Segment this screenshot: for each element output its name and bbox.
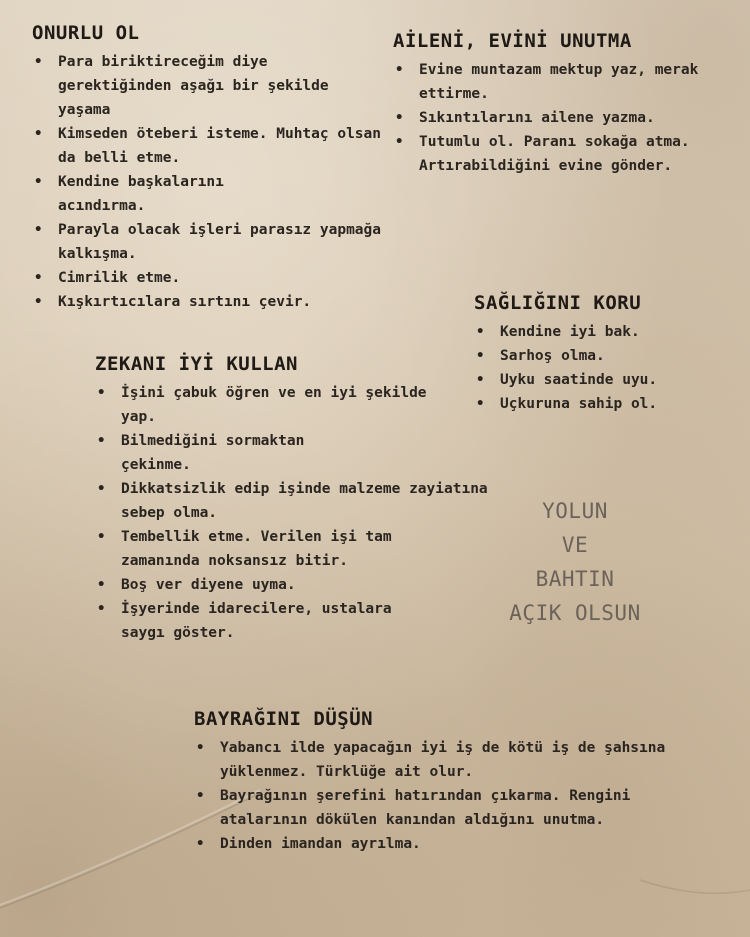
section-bayragini-dusun: [194, 708, 714, 856]
section-aileni-evini-unutma: [393, 30, 750, 178]
bullet-list: [194, 736, 714, 856]
motto-line: YOLUN: [542, 499, 608, 523]
motto-text: [480, 494, 670, 630]
list-item: • Sıkıntılarını ailene yazma.: [393, 106, 750, 130]
list-item: • Bilmediğini sormaktan çekinme.: [95, 429, 381, 477]
list-item: • Uçkuruna sahip ol.: [474, 392, 744, 416]
list-item: • İşyerinde idarecilere, ustalara saygı göster.: [95, 597, 411, 645]
list-item: • Tembellik etme. Verilen işi tam zamanında noksansız bitir.: [95, 525, 451, 573]
bullet-list: [32, 50, 402, 314]
bullet-list: [474, 320, 744, 416]
list-item: • Bayrağının şerefini hatırından çıkarma. Rengini atalarının dökülen kanından aldığını unutma.: [194, 784, 680, 832]
motto-line: AÇIK OLSUN: [509, 601, 641, 625]
list-item: • Boş ver diyene uyma.: [95, 573, 470, 597]
list-item: • İşini çabuk öğren ve en iyi şekilde yap.: [95, 381, 451, 429]
section-zekani-iyi-kullan: [95, 353, 488, 645]
list-item: • Para biriktireceğim diye gerektiğinden aşağı bir şekilde yaşama: [32, 50, 368, 122]
list-item: • Sarhoş olma.: [474, 344, 744, 368]
list-item: • Dinden imandan ayrılma.: [194, 832, 714, 856]
list-item: • Uyku saatinde uyu.: [474, 368, 744, 392]
list-item: • Cimrilik etme.: [32, 266, 402, 290]
list-item: • Dikkatsizlik edip işinde malzeme zayiatına sebep olma.: [95, 477, 491, 525]
section-heading: ZEKANI İYİ KULLAN: [95, 353, 298, 375]
motto-line: BAHTIN: [535, 567, 615, 591]
section-heading: AİLENİ, EVİNİ UNUTMA: [393, 30, 632, 52]
list-item: • Kendine başkalarını acındırma.: [32, 170, 308, 218]
section-onurlu-ol: [32, 22, 402, 314]
list-item: • Tutumlu ol. Paranı sokağa atma. Artırabildiğini evine gönder.: [393, 130, 749, 178]
list-item: • Kimseden öteberi isteme. Muhtaç olsan da belli etme.: [32, 122, 388, 170]
section-heading: BAYRAĞINI DÜŞÜN: [194, 708, 374, 730]
section-heading: ONURLU OL: [32, 22, 140, 44]
section-heading: SAĞLIĞINI KORU: [474, 292, 642, 314]
bullet-list: [95, 381, 488, 645]
list-item: • Evine muntazam mektup yaz, merak ettirme.: [393, 58, 749, 106]
list-item: • Parayla olacak işleri parasız yapmağa kalkışma.: [32, 218, 418, 266]
motto-line: VE: [561, 533, 589, 557]
list-item: • Kışkırtıcılara sırtını çevir.: [32, 290, 402, 314]
list-item: • Yabancı ilde yapacağın iyi iş de kötü iş de şahsına yüklenmez. Türklüğe ait olur.: [194, 736, 700, 784]
list-item: • Kendine iyi bak.: [474, 320, 744, 344]
section-sagligini-koru: [474, 292, 744, 416]
bullet-list: [393, 58, 750, 178]
